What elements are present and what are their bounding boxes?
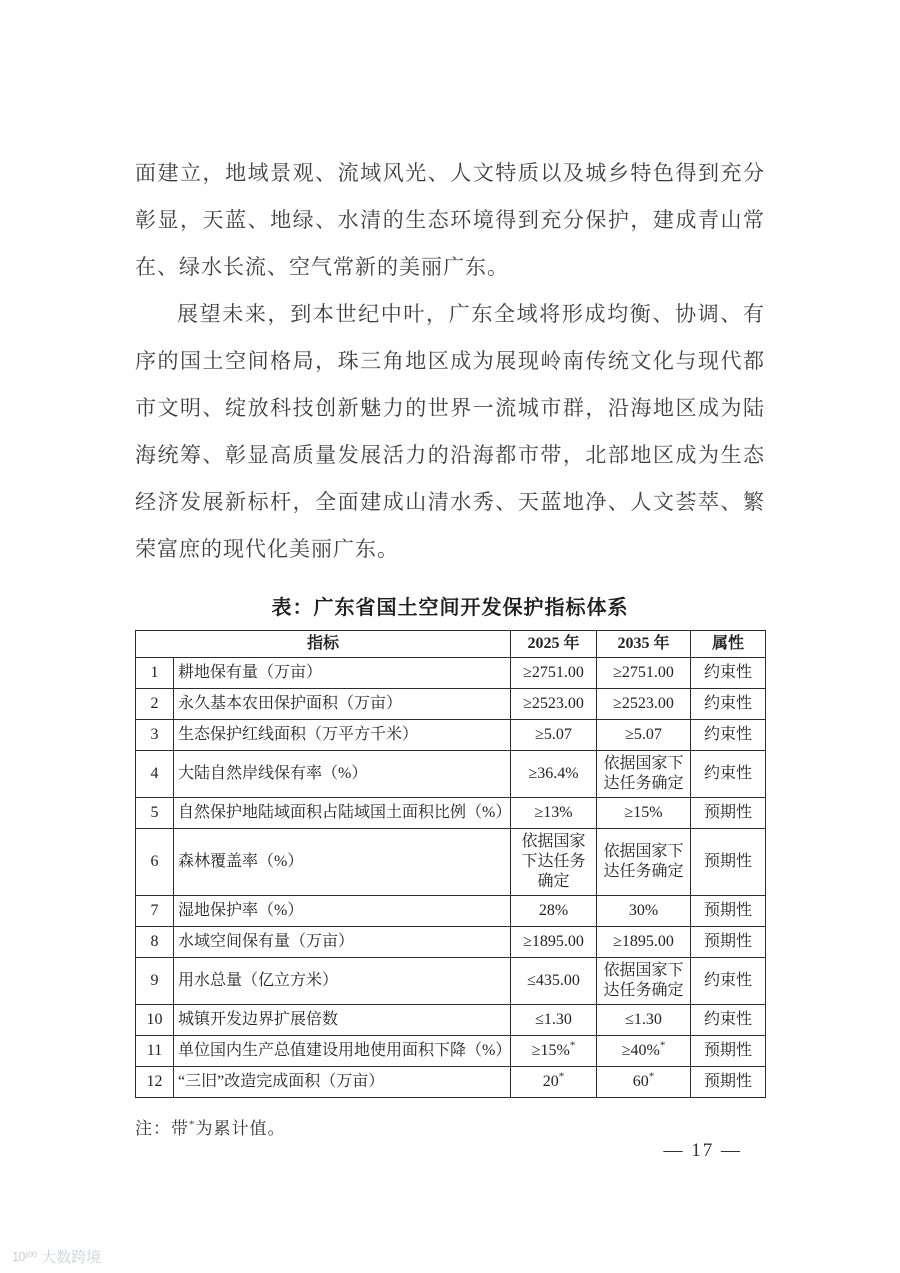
row-number: 2: [136, 689, 174, 720]
table-row: [136, 658, 766, 689]
value-2025: ≤435.00: [511, 958, 597, 1005]
header-2035: 2035 年: [597, 631, 691, 658]
value-2025: ≥2523.00: [511, 689, 597, 720]
page-number: — 17 —: [663, 1140, 742, 1161]
table-row: [136, 751, 766, 798]
value-2035: ≥2523.00: [597, 689, 691, 720]
body-paragraph: 展望未来，到本世纪中叶，广东全域将形成均衡、协调、有序的国土空间格局，珠三角地区成为展现岭南传统文化与现代都市文明、绽放科技创新魅力的世界一流城市群，沿海地区成为陆海统筹、彰显高质量发展活力的沿海都市带，北部地区成为生态经济发展新标杆，全面建成山清水秀、天蓝地净、人文荟萃、繁荣富庶的现代化美丽广东。: [135, 302, 765, 561]
table-header: [136, 631, 766, 658]
value-2035: ≥40%*: [597, 1036, 691, 1067]
attribute-value: 预期性: [691, 1036, 766, 1067]
table-row: [136, 720, 766, 751]
header-indicator: 指标: [136, 631, 511, 658]
table-title: 表：广东省国土空间开发保护指标体系: [271, 597, 629, 619]
value-2035: ≥1895.00: [597, 927, 691, 958]
row-number: 11: [136, 1036, 174, 1067]
table-row: [136, 829, 766, 896]
value-2025: ≥1895.00: [511, 927, 597, 958]
indicator-name: “三旧”改造完成面积（万亩）: [174, 1067, 511, 1098]
attribute-value: 约束性: [691, 1005, 766, 1036]
row-number: 9: [136, 958, 174, 1005]
header-2025: 2025 年: [511, 631, 597, 658]
watermark-text: 大数跨境: [41, 1249, 102, 1266]
attribute-value: 约束性: [691, 689, 766, 720]
table-row: [136, 1067, 766, 1098]
row-number: 3: [136, 720, 174, 751]
attribute-value: 预期性: [691, 829, 766, 896]
value-2025: ≥15%*: [511, 1036, 597, 1067]
indicator-name: 耕地保有量（万亩）: [174, 658, 511, 689]
value-2025: ≥36.4%: [511, 751, 597, 798]
value-2035: 依据国家下达任务确定: [597, 958, 691, 1005]
value-2025: 28%: [511, 896, 597, 927]
value-2025: ≥2751.00: [511, 658, 597, 689]
attribute-value: 约束性: [691, 958, 766, 1005]
attribute-value: 约束性: [691, 658, 766, 689]
indicator-name: 水域空间保有量（万亩）: [174, 927, 511, 958]
value-2035: ≥2751.00: [597, 658, 691, 689]
attribute-value: 预期性: [691, 896, 766, 927]
value-2035: ≥15%: [597, 798, 691, 829]
table-row: [136, 896, 766, 927]
value-2025: ≥13%: [511, 798, 597, 829]
indicator-name: 单位国内生产总值建设用地使用面积下降（%）: [174, 1036, 511, 1067]
attribute-value: 约束性: [691, 720, 766, 751]
row-number: 7: [136, 896, 174, 927]
indicator-name: 森林覆盖率（%）: [174, 829, 511, 896]
indicator-name: 自然保护地陆域面积占陆域国土面积比例（%）: [174, 798, 511, 829]
indicator-name: 用水总量（亿立方米）: [174, 958, 511, 1005]
value-2025: 依据国家下达任务确定: [511, 829, 597, 896]
value-2025: ≤1.30: [511, 1005, 597, 1036]
table-row: [136, 798, 766, 829]
table-body: [136, 658, 766, 1098]
indicator-name: 永久基本农田保护面积（万亩）: [174, 689, 511, 720]
table-row: [136, 1005, 766, 1036]
row-number: 4: [136, 751, 174, 798]
attribute-value: 预期性: [691, 1067, 766, 1098]
value-2035: 依据国家下达任务确定: [597, 751, 691, 798]
value-2025: ≥5.07: [511, 720, 597, 751]
table-row: [136, 927, 766, 958]
value-2035: ≥5.07: [597, 720, 691, 751]
row-number: 5: [136, 798, 174, 829]
page-content: [135, 150, 765, 1139]
table-row: [136, 1036, 766, 1067]
table-row: [136, 958, 766, 1005]
row-number: 6: [136, 829, 174, 896]
indicator-name: 湿地保护率（%）: [174, 896, 511, 927]
indicator-name: 城镇开发边界扩展倍数: [174, 1005, 511, 1036]
value-2035: 30%: [597, 896, 691, 927]
body-paragraph: 面建立，地域景观、流域风光、人文特质以及城乡特色得到充分彰显，天蓝、地绿、水清的生态环境得到充分保护，建成青山常在、绿水长流、空气常新的美丽广东。: [135, 161, 765, 279]
attribute-value: 预期性: [691, 798, 766, 829]
indicator-name: 生态保护红线面积（万平方千米）: [174, 720, 511, 751]
indicator-name: 大陆自然岸线保有率（%）: [174, 751, 511, 798]
indicator-table: [135, 630, 766, 1098]
table-note: 注：带*为累计值。: [135, 1118, 286, 1138]
row-number: 1: [136, 658, 174, 689]
value-2025: 20*: [511, 1067, 597, 1098]
row-number: 8: [136, 927, 174, 958]
watermark-logo-icon: 10¹⁰⁰: [12, 1248, 37, 1264]
row-number: 10: [136, 1005, 174, 1036]
value-2035: 依据国家下达任务确定: [597, 829, 691, 896]
attribute-value: 预期性: [691, 927, 766, 958]
attribute-value: 约束性: [691, 751, 766, 798]
header-attribute: 属性: [691, 631, 766, 658]
table-row: [136, 689, 766, 720]
row-number: 12: [136, 1067, 174, 1098]
value-2035: 60*: [597, 1067, 691, 1098]
watermark: [12, 1246, 101, 1267]
value-2035: ≤1.30: [597, 1005, 691, 1036]
